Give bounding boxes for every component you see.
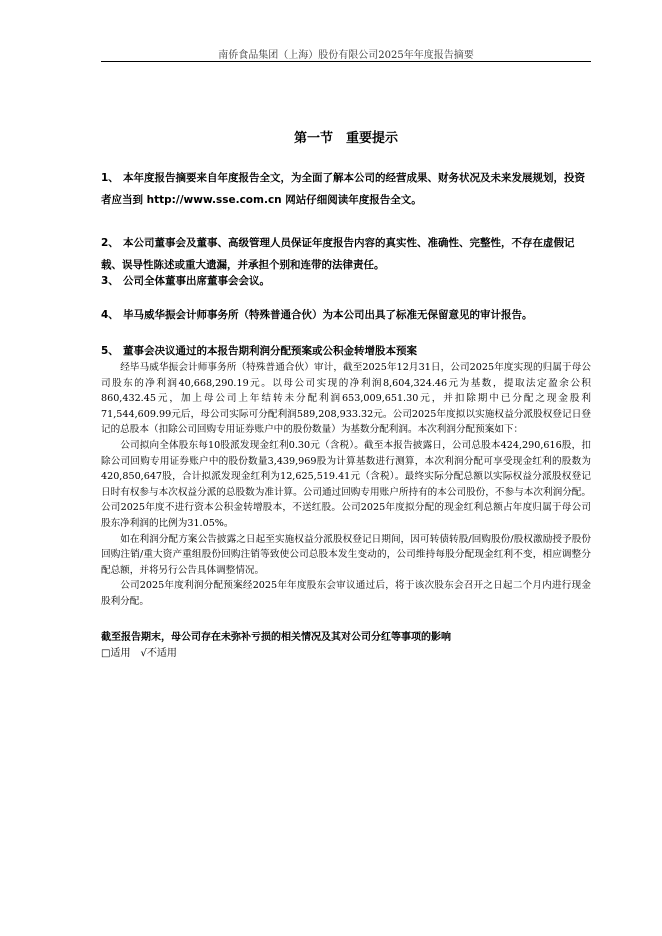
paragraph-dividend: 公司拟向全体股东每10股派发现金红利0.30元（含税）。截至本报告披露日，公司总股本424,290,616股，扣除公司回购专用证券账户中的股份数量3,439,969股为计算基数进行测算，本次利润分配可享受现金红利的股数为420,850,647股，合计拟派发现金红利为12,625,519.41元（含税）。最终实际分配总额以实际权益分派股权登记日时有权参与本次权益分派的总股数为准计算。公司通过回购专用账户所持有的本公司股份，不参与本次利润分配。公司2025年度不进行资本公积金转增股本，不送红股。公司2025年度拟分配的现金红利总额占年度归属于母公司股东净利润的比例为31.05%。 <box>101 439 591 529</box>
item-text: 本年度报告摘要来自年度报告全文，为全面了解本公司的经营成果、财务状况及未来发展规划，投资者应当到 http://www.sse.com.cn 网站仔细阅读年度报告全文。 <box>101 172 585 206</box>
page-header: 南侨食品集团（上海）股份有限公司2025年年度报告摘要 <box>218 50 474 61</box>
profit-distribution-body <box>101 360 591 610</box>
notice-item-4 <box>101 304 591 326</box>
notice-item-5 <box>101 340 591 362</box>
paragraph-approval: 公司2025年度利润分配预案经2025年年度股东会审议通过后，将于该次股东会召开之日起二个月内进行现金股利分配。 <box>101 580 591 607</box>
notice-item-1 <box>101 167 591 211</box>
item-text: 毕马威华振会计师事务所（特殊普通合伙）为本公司出具了标准无保留意见的审计报告。 <box>123 309 533 321</box>
paragraph-audit: 经毕马威华振会计师事务所（特殊普通合伙）审计，截至2025年12月31日，公司2025年度实现的归属于母公司股东的净利润40,668,290.19元。以母公司实现的净利润8,604,324.46元为基数，提取法定盈余公积860,432.45元，加上母公司上年结转未分配利润653,009,651.30元，并扣除期中已分配之现金股利71,544,609.99元后，母公司实际可分配利润589,208,933.32元。公司2025年度拟以实施权益分派股权登记日登记的总股本（扣除公司回购专用证券账户中的股份数量）为基数分配利润。本次利润分配预案如下： <box>101 362 591 436</box>
uncovered-loss-heading: 截至报告期末，母公司存在未弥补亏损的相关情况及其对公司分红等事项的影响 <box>101 632 451 643</box>
item-text: 公司全体董事出席董事会会议。 <box>123 275 270 287</box>
option-not-applicable: √不适用 <box>140 648 177 659</box>
item-number: 5、 <box>101 345 119 357</box>
header-rule <box>101 61 591 62</box>
notice-item-3 <box>101 270 591 292</box>
item-number: 1、 <box>101 172 119 184</box>
section-title: 第一节 重要提示 <box>293 131 398 146</box>
applicability-options <box>101 646 187 662</box>
item-text: 本公司董事会及董事、高级管理人员保证年度报告内容的真实性、准确性、完整性，不存在虚假记载、误导性陈述或重大遗漏，并承担个别和连带的法律责任。 <box>101 237 575 271</box>
item-text: 董事会决议通过的本报告期利润分配预案或公积金转增股本预案 <box>123 345 417 357</box>
item-number: 4、 <box>101 309 119 321</box>
item-number: 2、 <box>101 237 119 249</box>
option-applicable: □适用 <box>101 648 131 659</box>
paragraph-adjustment: 如在利润分配方案公告披露之日起至实施权益分派股权登记日期间，因可转债转股/回购股份/股权激励授予股份回购注销/重大资产重组股份回购注销等致使公司总股本发生变动的，公司维持每股分配现金红利不变，相应调整分配总额，并将另行公告具体调整情况。 <box>101 533 591 576</box>
item-number: 3、 <box>101 275 119 287</box>
